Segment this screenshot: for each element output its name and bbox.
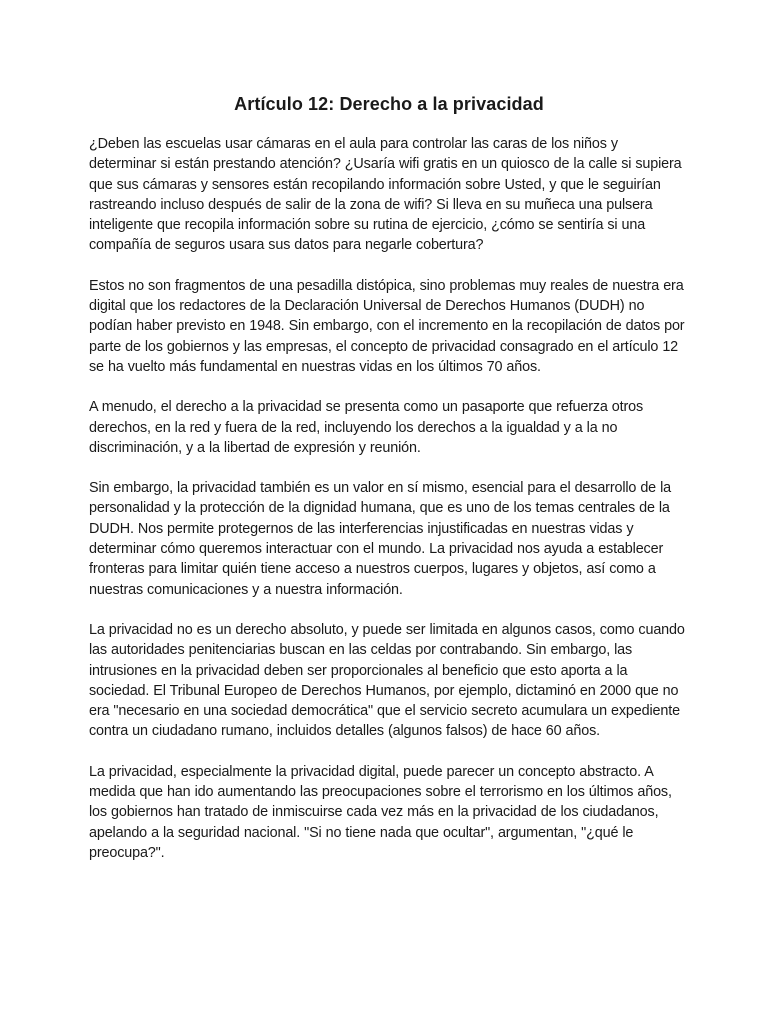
paragraph-value-in-itself: Sin embargo, la privacidad también es un valor en sí mismo, esencial para el desarrollo de la personalidad y la protección de la dignidad humana, que es uno de los temas centrales de la DUDH. Nos permite protegernos de las interferencias injustificadas en nuestras vidas y determinar cómo queremos interactuar con el mundo. La privacidad nos ayuda a establecer fronteras para limitar quién tiene acceso a nuestros cuerpos, lugares y objetos, así como a nuestras comunicaciones y a nuestra información. <box>89 480 671 598</box>
paragraph-not-absolute: La privacidad no es un derecho absoluto, y puede ser limitada en algunos casos, como cuando las autoridades penitenciarias buscan en las celdas por contrabando. Sin embargo, las intrusiones en la privacidad deben ser proporcionales al beneficio que esto aporta a la sociedad. El Tribunal Europeo de Derechos Humanos, por ejemplo, dictaminó en 2000 que no era "necesario en una sociedad democrática" que el servicio secreto acumulara un expediente contra un ciudadano rumano, incluidos detalles (algunos falsos) de hace 60 años. <box>89 621 685 740</box>
paragraph-gateway-right: A menudo, el derecho a la privacidad se presenta como un pasaporte que refuerza otros derechos, en la red y fuera de la red, incluyendo los derechos a la igualdad y a la no discriminación, y a la libertad de expresión y reunión. <box>89 399 644 456</box>
paragraph-digital-privacy: La privacidad, especialmente la privacidad digital, puede parecer un concepto abstracto. A medida que han ido aumentando las preocupaciones sobre el terrorismo en los últimos años, los gobiernos han tratado de inmiscuirse cada vez más en la privacidad de los ciudadanos, apelando a la seguridad nacional. "Si no tiene nada que ocultar", argumentan, "¿qué le preocupa?". <box>89 763 672 861</box>
document-page <box>89 92 689 883</box>
article-title: Artículo 12: Derecho a la privacidad <box>234 94 544 114</box>
paragraph-digital-era: Estos no son fragmentos de una pesadilla distópica, sino problemas muy reales de nuestra era digital que los redactores de la Declaración Universal de Derechos Humanos (DUDH) no podían haber previsto en 1948. Sin embargo, con el incremento en la recopilación de datos por parte de los gobiernos y las empresas, el concepto de privacidad consagrado en el artículo 12 se ha vuelto más fundamental en nuestras vidas en los últimos 70 años. <box>89 277 685 375</box>
paragraph-intro-questions: ¿Deben las escuelas usar cámaras en el aula para controlar las caras de los niños y determinar si están prestando atención? ¿Usaría wifi gratis en un quiosco de la calle si supiera que sus cámaras y sensores están recopilando información sobre Usted, y que le seguirían rastreando incluso después de salir de la zona de wifi? Si lleva en su muñeca una pulsera inteligente que recopila información sobre su rutina de ejercicio, ¿cómo se sentiría si una compañía de seguros usara sus datos para negarle cobertura? <box>89 136 682 254</box>
